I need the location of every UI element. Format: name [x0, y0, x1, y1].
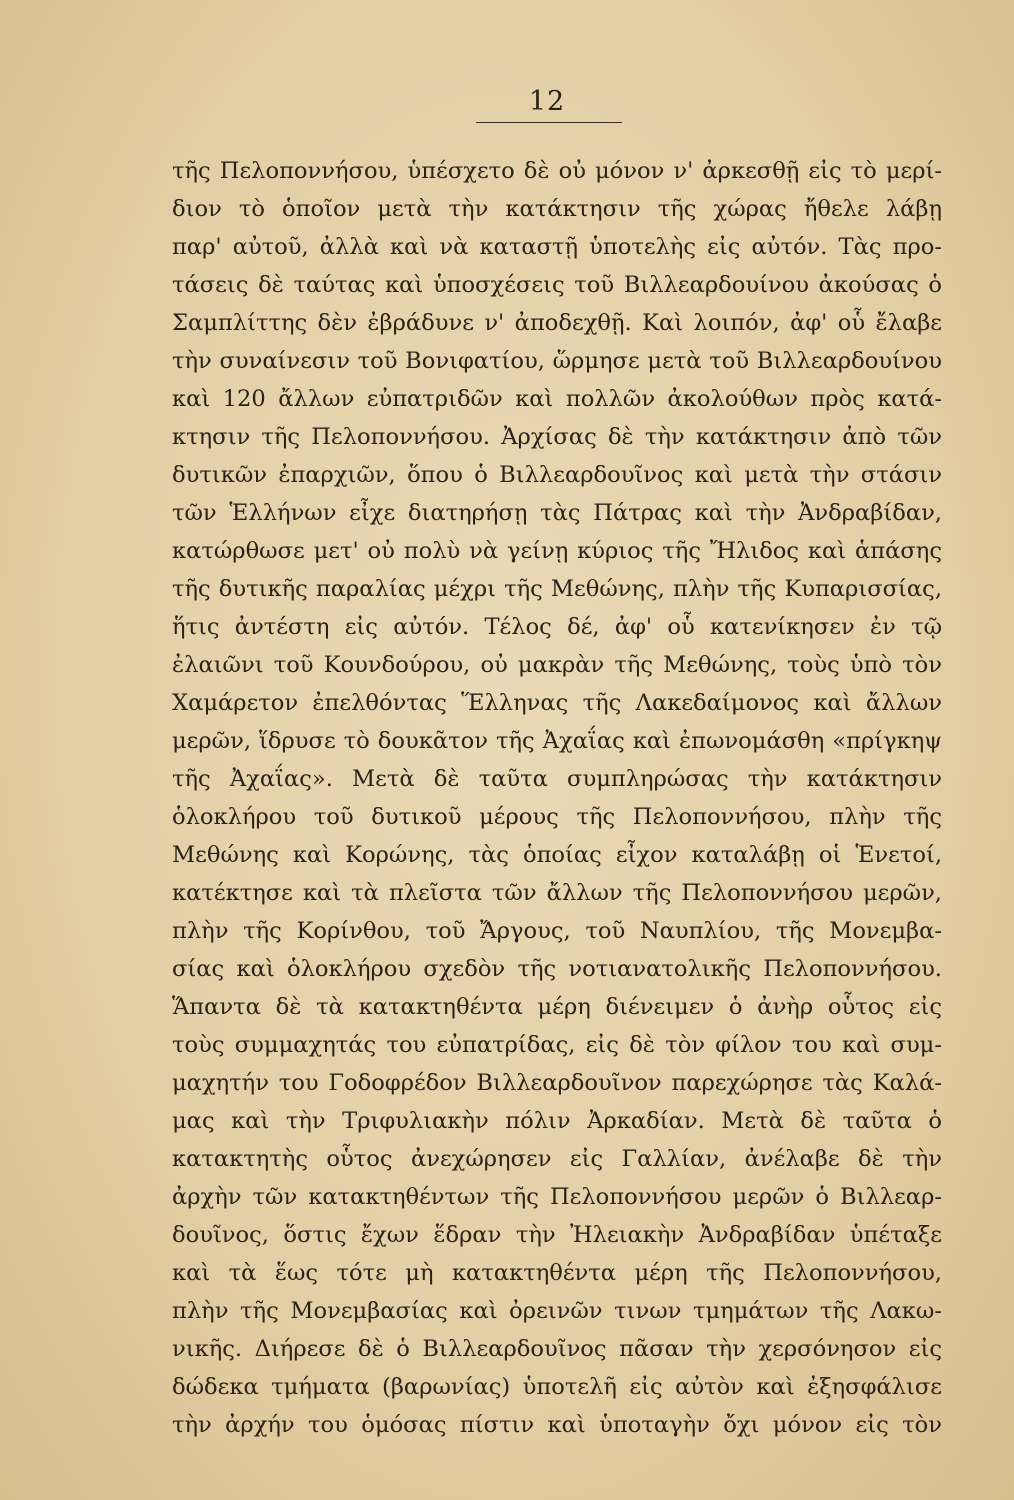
body-text [172, 152, 942, 1444]
text-line: δώδεκα τμήματα (βαρωνίας) ὑποτελῆ εἰς αὐτὸν καὶ ἐξησφάλισε [172, 1374, 942, 1400]
text-line: παρ' αὐτοῦ, ἀλλὰ καὶ νὰ καταστῇ ὑποτελὴς εἰς αὐτόν. Τὰς προ- [172, 234, 942, 260]
text-line: πλὴν τῆς Μονεμβασίας καὶ ὀρεινῶν τινων τμημάτων τῆς Λακω- [172, 1298, 942, 1324]
text-line: τὴν συναίνεσιν τοῦ Βονιφατίου, ὥρμησε μετὰ τοῦ Βιλλεαρδουίνου [172, 348, 942, 374]
text-line: ἀρχὴν τῶν κατακτηθέντων τῆς Πελοποννήσου μερῶν ὁ Βιλλεαρ- [172, 1184, 942, 1210]
text-line: κτησιν τῆς Πελοποννήσου. Ἀρχίσας δὲ τὴν κατάκτησιν ἀπὸ τῶν [172, 424, 942, 450]
text-line: καὶ τὰ ἕως τότε μὴ κατακτηθέντα μέρη τῆς Πελοποννήσου, [172, 1260, 942, 1286]
text-line: τῆς Ἀχαΐας». Μετὰ δὲ ταῦτα συμπληρώσας τὴν κατάκτησιν [172, 766, 942, 792]
header-rule [476, 122, 622, 123]
text-line: δουῖνος, ὅστις ἔχων ἕδραν τὴν Ἠλειακὴν Ἀνδραβίδαν ὑπέταξε [172, 1222, 942, 1248]
text-line: Μεθώνης καὶ Κορώνης, τὰς ὁποίας εἶχον καταλάβῃ οἱ Ἑνετοί, [172, 842, 942, 868]
text-line: μας καὶ τὴν Τριφυλιακὴν πόλιν Ἀρκαδίαν. Μετὰ δὲ ταῦτα ὁ [172, 1108, 942, 1134]
text-line: ὁλοκλήρου τοῦ δυτικοῦ μέρους τῆς Πελοποννήσου, πλὴν τῆς [172, 804, 942, 830]
text-line: Σαμπλίττης δὲν ἐβράδυνε ν' ἀποδεχθῇ. Καὶ λοιπόν, ἀφ' οὗ ἔλαβε [172, 310, 942, 336]
text-line: ἥτις ἀντέστη εἰς αὐτόν. Τέλος δέ, ἀφ' οὗ κατενίκησεν ἐν τῷ [172, 614, 942, 640]
text-line: τάσεις δὲ ταύτας καὶ ὑποσχέσεις τοῦ Βιλλεαρδουίνου ἀκούσας ὁ [172, 272, 942, 298]
text-line: τοὺς συμμαχητάς του εὐπατρίδας, εἰς δὲ τὸν φίλον του καὶ συμ- [172, 1032, 942, 1058]
text-line: νικῆς. Διήρεσε δὲ ὁ Βιλλεαρδουῖνος πᾶσαν τὴν χερσόνησον εἰς [172, 1336, 942, 1362]
text-line: τὴν ἀρχήν του ὁμόσας πίστιν καὶ ὑποταγὴν ὄχι μόνον εἰς τὸν [172, 1412, 942, 1438]
text-line: Χαμάρετον ἐπελθόντας Ἕλληνας τῆς Λακεδαίμονος καὶ ἄλλων [172, 690, 942, 716]
text-line: μερῶν, ἵδρυσε τὸ δουκᾶτον τῆς Ἀχαΐας καὶ ἐπωνομάσθη «πρίγκηψ [172, 728, 942, 754]
text-line: κατώρθωσε μετ' οὐ πολὺ νὰ γείνῃ κύριος τῆς Ἤλιδος καὶ ἁπάσης [172, 538, 942, 564]
text-line: κατέκτησε καὶ τὰ πλεῖστα τῶν ἄλλων τῆς Πελοποννήσου μερῶν, [172, 880, 942, 906]
text-line: πλὴν τῆς Κορίνθου, τοῦ Ἄργους, τοῦ Ναυπλίου, τῆς Μονεμβα- [172, 918, 942, 944]
page-number: 12 [528, 86, 566, 117]
text-line: τῶν Ἑλλήνων εἶχε διατηρήσῃ τὰς Πάτρας καὶ τὴν Ἀνδραβίδαν, [172, 500, 942, 526]
text-line: διον τὸ ὁποῖον μετὰ τὴν κατάκτησιν τῆς χώρας ἤθελε λάβῃ [172, 196, 942, 222]
text-line: μαχητήν του Γοδοφρέδον Βιλλεαρδουῖνον παρεχώρησε τὰς Καλά- [172, 1070, 942, 1096]
text-line: κατακτητὴς οὗτος ἀνεχώρησεν εἰς Γαλλίαν, ἀνέλαβε δὲ τὴν [172, 1146, 942, 1172]
text-line: δυτικῶν ἐπαρχιῶν, ὅπου ὁ Βιλλεαρδουῖνος καὶ μετὰ τὴν στάσιν [172, 462, 942, 488]
text-line: σίας καὶ ὁλοκλήρου σχεδὸν τῆς νοτιανατολικῆς Πελοποννήσου. [172, 956, 942, 982]
text-line: καὶ 120 ἄλλων εὐπατριδῶν καὶ πολλῶν ἀκολούθων πρὸς κατά- [172, 386, 942, 412]
text-line: τῆς δυτικῆς παραλίας μέχρι τῆς Μεθώνης, πλὴν τῆς Κυπαρισσίας, [172, 576, 942, 602]
text-line: τῆς Πελοποννήσου, ὑπέσχετο δὲ οὐ μόνον ν' ἀρκεσθῇ εἰς τὸ μερί- [172, 158, 942, 184]
text-line: ἐλαιῶνι τοῦ Κουνδούρου, οὐ μακρὰν τῆς Μεθώνης, τοὺς ὑπὸ τὸν [172, 652, 942, 678]
text-line: Ἅπαντα δὲ τὰ κατακτηθέντα μέρη διένειμεν ὁ ἀνὴρ οὗτος εἰς [172, 994, 942, 1020]
